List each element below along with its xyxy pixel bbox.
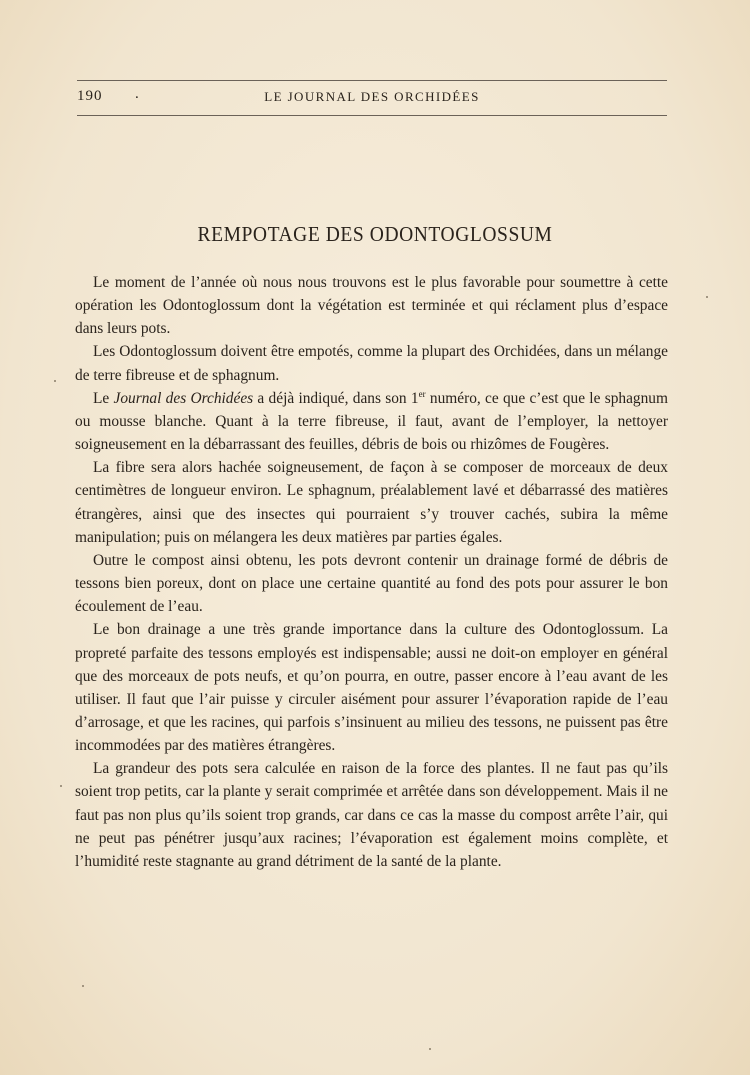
article-title: REMPOTAGE DES ODONTOGLOSSUM — [197, 222, 553, 246]
ordinal-superscript: er — [418, 388, 426, 399]
paper-speck — [706, 296, 708, 298]
paragraph: Le bon drainage a une très grande importance dans la culture des Odontoglossum. La propreté parfaite des tessons employés est indispensable; aussi ne doit-on employer en général que des morceaux de pots neufs, et qu’on pourra, en outre, passer encore à l’eau avant de les utiliser. Il faut que l’air puisse y circuler aisément pour assurer l’évaporation rapide de l’eau d’arrosage, et que les racines, qui parfois s’insinuent au milieu des tessons, ne puissent pas être incommodées par des matières étrangères. — [75, 621, 668, 755]
page-number: 190 — [77, 88, 103, 104]
header-bottom-rule — [77, 115, 667, 116]
paragraph-text: Le — [93, 389, 114, 407]
article-body — [75, 271, 668, 873]
paragraph-text: numéro, ce que c’est que le sphagnum ou mousse blanche. Quant à la terre fibreuse, il faut, avant de l’employer, la nettoyer soigneusement en la débarrassant des feuilles, débris de bois ou rhizômes de Fougères. — [75, 389, 668, 454]
paper-speck — [54, 380, 56, 382]
paragraph: La fibre sera alors hachée soigneusement, de façon à se composer de morceaux de deux centimètres de longueur environ. Le sphagnum, préalablement lavé et débarrassé des matières étrangères, ainsi que des insectes qui pourraient s’y trouver cachés, subira la même manipulation; puis on mélangera les deux matières par parties égales. — [75, 459, 668, 546]
journal-title-italic: Journal des Orchidées — [113, 389, 254, 407]
paragraph: Le moment de l’année où nous nous trouvons est le plus favorable pour soumettre à cette opération les Odontoglossum dont la végétation est terminée et qui réclament plus d’espace dans leurs pots. — [75, 274, 668, 338]
paragraph: La grandeur des pots sera calculée en raison de la force des plantes. Il ne faut pas qu’ils soient trop petits, car la plante y serait comprimée et arrêtée dans son développement. Mais il ne faut pas non plus qu’ils soient trop grands, car dans ce cas la masse du compost arrête l’air, qui ne peut pas pénétrer jusqu’aux racines; l’évaporation est également moins complète, et l’humidité reste stagnante au grand détriment de la santé de la plante. — [75, 760, 668, 870]
paragraph: Outre le compost ainsi obtenu, les pots devront contenir un drainage formé de débris de tessons bien poreux, dont on place une certaine quantité au fond des pots pour assurer le bon écoulement de l’eau. — [75, 551, 668, 616]
header-separator: . — [135, 86, 139, 102]
running-title: LE JOURNAL DES ORCHIDÉES — [264, 89, 480, 104]
paragraph: Les Odontoglossum doivent être empotés, comme la plupart des Orchidées, dans un mélange de terre fibreuse et de sphagnum. — [75, 343, 668, 384]
paper-speck — [429, 1048, 431, 1050]
paragraph — [75, 387, 668, 456]
header-top-rule — [77, 80, 667, 81]
running-header — [77, 88, 667, 110]
paper-speck — [60, 785, 62, 787]
paper-speck — [82, 985, 84, 987]
paragraph-text: a déjà indiqué, dans son 1 — [253, 389, 419, 407]
